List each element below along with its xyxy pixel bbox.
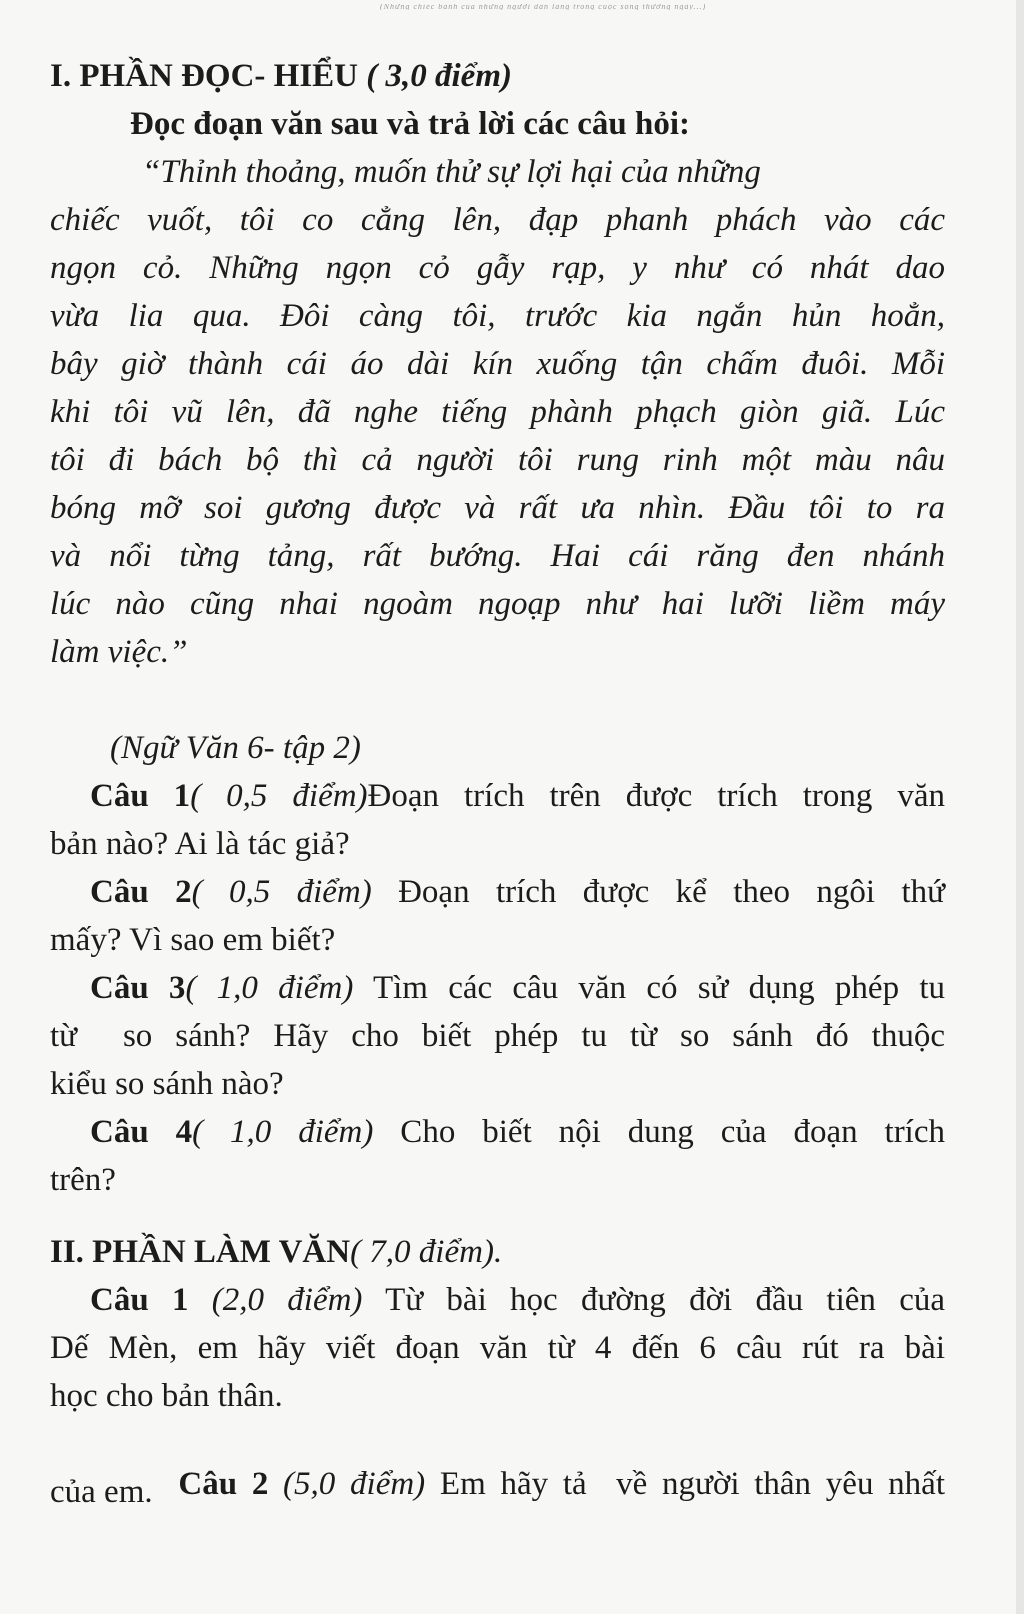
passage-line: làm việc.” xyxy=(50,634,188,670)
essay-question-2 xyxy=(90,1424,945,1544)
question-label: Câu 2 xyxy=(90,874,192,910)
question-text: Em hãy tả về người thân yêu nhất xyxy=(425,1466,945,1502)
passage-source: (Ngữ Văn 6- tập 2) xyxy=(110,730,361,766)
section1-heading xyxy=(50,56,512,96)
question-4 xyxy=(90,1112,945,1152)
passage-line: tôi đi bách bộ thì cả người tôi rung rinh một màu nâu xyxy=(50,442,945,478)
passage-line: và nổi từng tảng, rất bướng. Hai cái răng đen nhánh xyxy=(50,538,945,574)
question-label: Câu 1 xyxy=(90,1282,189,1318)
passage-line: vừa lia qua. Đôi càng tôi, trước kia ngắn hủn hoẳn, xyxy=(50,298,945,334)
question-points: (5,0 điểm) xyxy=(268,1466,426,1502)
question-4-line: trên? xyxy=(50,1162,116,1198)
question-label: Câu 2 xyxy=(178,1466,269,1502)
question-2 xyxy=(90,872,945,912)
passage-line: lúc nào cũng nhai ngoàm ngoạp như hai lưỡi liềm máy xyxy=(50,586,945,622)
question-points: (2,0 điểm) xyxy=(188,1282,363,1318)
section1-title: I. PHẦN ĐỌC- HIỂU xyxy=(50,58,359,94)
passage-line: bây giờ thành cái áo dài kín xuống tận chấm đuôi. Mỗi xyxy=(50,346,945,382)
question-text: Đoạn trích trên được trích trong văn xyxy=(367,778,945,814)
essay-question-1-line: học cho bản thân. xyxy=(50,1378,283,1414)
passage-line: chiếc vuốt, tôi co cẳng lên, đạp phanh phách vào các xyxy=(50,202,945,238)
question-1-line: bản nào? Ai là tác giả? xyxy=(50,826,350,862)
passage-line: “Thỉnh thoảng, muốn thử sự lợi hại của những xyxy=(142,154,761,190)
question-points: ( 1,0 điểm) xyxy=(185,970,354,1006)
page-edge-shadow xyxy=(1016,0,1024,1614)
question-2-line: mấy? Vì sao em biết? xyxy=(50,922,336,958)
question-points: ( 0,5 điểm) xyxy=(190,778,368,814)
essay-question-2-line: của em. xyxy=(50,1474,153,1510)
question-points: ( 0,5 điểm) xyxy=(191,874,372,910)
section2-title: II. PHẦN LÀM VĂN xyxy=(50,1234,351,1270)
faint-header-text: (Những chiếc bánh của những người dân làng trong cuộc sống thường ngày...) xyxy=(380,4,707,10)
section2-heading xyxy=(50,1232,502,1272)
question-3-line: kiểu so sánh nào? xyxy=(50,1066,284,1102)
question-text: Từ bài học đường đời đầu tiên của xyxy=(362,1282,945,1318)
question-label: Câu 3 xyxy=(90,970,186,1006)
passage-line: khi tôi vũ lên, đã nghe tiếng phành phạch giòn giã. Lúc xyxy=(50,394,945,430)
question-text: Đoạn trích được kể theo ngôi thứ xyxy=(371,874,945,910)
section1-points: ( 3,0 điểm) xyxy=(366,58,512,94)
section1-instruction: Đọc đoạn văn sau và trả lời các câu hỏi: xyxy=(130,106,691,142)
question-3-line: từ so sánh? Hãy cho biết phép tu từ so sánh đó thuộc xyxy=(50,1018,945,1054)
question-1 xyxy=(90,776,945,816)
question-text: Cho biết nội dung của đoạn trích xyxy=(373,1114,945,1150)
question-3 xyxy=(90,968,945,1008)
section2-points: ( 7,0 điểm). xyxy=(350,1234,503,1270)
essay-question-1-line: Dế Mèn, em hãy viết đoạn văn từ 4 đến 6 câu rút ra bài xyxy=(50,1330,945,1366)
passage-line: bóng mỡ soi gương được và rất ưa nhìn. Đầu tôi to ra xyxy=(50,490,945,526)
question-label: Câu 4 xyxy=(90,1114,193,1150)
question-points: ( 1,0 điểm) xyxy=(192,1114,374,1150)
question-text: Tìm các câu văn có sử dụng phép tu xyxy=(353,970,945,1006)
passage-line: ngọn cỏ. Những ngọn cỏ gẫy rạp, y như có nhát dao xyxy=(50,250,945,286)
essay-question-1 xyxy=(90,1280,945,1320)
question-label: Câu 1 xyxy=(90,778,191,814)
